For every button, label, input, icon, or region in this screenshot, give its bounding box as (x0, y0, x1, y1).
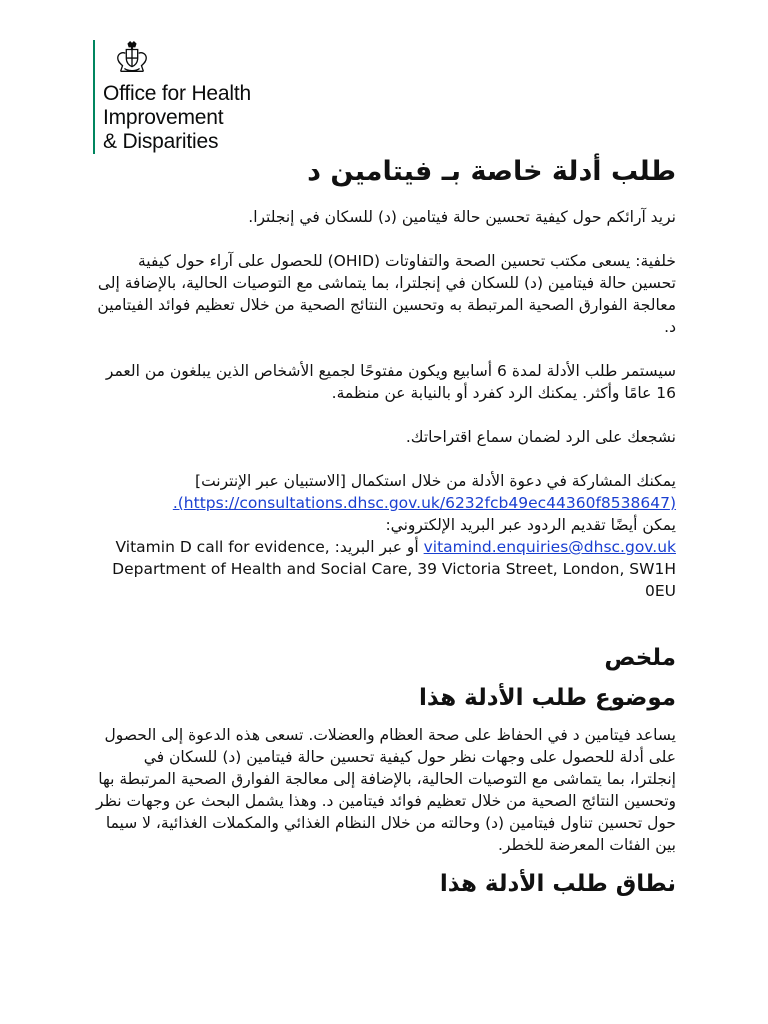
logo-line-2: Improvement (103, 106, 224, 129)
encourage-paragraph: نشجعك على الرد لضمان سماع اقتراحاتك. (405, 428, 676, 446)
logo-divider (93, 40, 95, 154)
or-mail-text: أو عبر البريد: (334, 538, 419, 556)
royal-coat-of-arms-icon (113, 40, 151, 78)
background-paragraph: خلفية: يسعى مكتب تحسين الصحة والتفاوتات (OHID) للحصول على آراء حول كيفية تحسين حالة فيتامين (د) للسكان في إنجلترا، بما يتماشى مع التوصيات الحالية، بالإضافة إلى معالجة الفوارق الصحية المرتبطة به وتحسين النتائج الصحية من خلال تعظيم فوائد الفيتامين د. (97, 252, 676, 336)
survey-link[interactable]: (https://consultations.dhsc.gov.uk/6232fcb49ec44360f8538647). (172, 494, 676, 512)
intro-paragraph: نريد آرائكم حول كيفية تحسين حالة فيتامين (د) للسكان في إنجلترا. (248, 208, 676, 226)
participate-text: يمكنك المشاركة في دعوة الأدلة من خلال استكمال [الاستبيان عبر الإنترنت] (195, 472, 676, 490)
participate-paragraph (96, 470, 676, 514)
contact-paragraph (96, 536, 676, 602)
page-title: طلب أدلة خاصة بـ فيتامين د (307, 156, 676, 187)
postal-address: Vitamin D call for evidence, Department of Health and Social Care, 39 Victoria Street, London, SW1H 0EU (112, 538, 676, 600)
logo-line-1: Office for Health (103, 82, 251, 105)
email-link[interactable]: vitamind.enquiries@dhsc.gov.uk (423, 538, 676, 556)
duration-paragraph: سيستمر طلب الأدلة لمدة 6 أسابيع ويكون مفتوحًا لجميع الأشخاص الذين يبلغون من العمر 16 عامًا وأكثر. يمكنك الرد كفرد أو بالنيابة عن منظمة. (105, 362, 676, 402)
topic-body: يساعد فيتامين د في الحفاظ على صحة العظام والعضلات. تسعى هذه الدعوة إلى الحصول على أدلة للحصول على وجهات نظر حول كيفية تحسين حالة فيتامين (د) للسكان في إنجلترا، بما يتماشى مع التوصيات الحالية، بالإضافة إلى معالجة الفوارق الصحية المرتبطة بها وتحسين النتائج الصحية من خلال تعظيم فوائد فيتامين د. وهذا يشمل البحث عن وجهات نظر حول تحسين تناول فيتامين (د) وحالته من خلال النظام الغذائي والمكملات الغذائية، لا سيما بين الفئات المعرضة للخطر. (96, 726, 676, 854)
document-body (96, 152, 676, 904)
scope-heading: نطاق طلب الأدلة هذا (439, 871, 676, 897)
ohid-logo (93, 40, 251, 154)
topic-heading: موضوع طلب الأدلة هذا (419, 685, 676, 711)
logo-line-3: & Disparities (103, 130, 219, 153)
email-intro: يمكن أيضًا تقديم الردود عبر البريد الإلكتروني: (385, 516, 676, 534)
summary-heading: ملخص (604, 645, 676, 671)
